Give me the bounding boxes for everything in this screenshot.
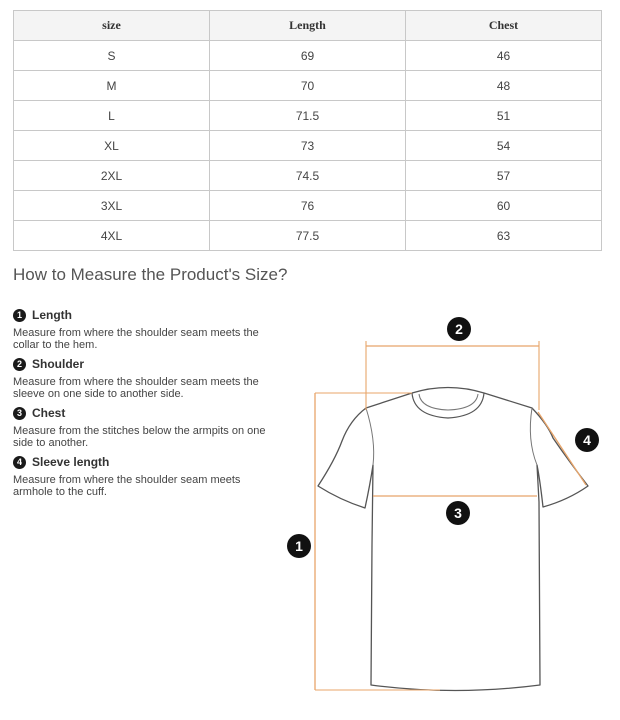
marker-badge-2 [447,317,471,341]
cell-chest: 48 [406,71,602,101]
step-description: Measure from where the shoulder seam meets the sleeve on one side to another side. [13,376,259,400]
cell-length: 73 [210,131,406,161]
table-row [14,131,602,161]
step-description: Measure from the stitches below the armpits on one side to another. [13,425,266,449]
step-number-badge: 1 [13,309,26,322]
table-row [14,101,602,131]
step-title: Length [32,308,72,322]
cell-chest: 60 [406,191,602,221]
cell-chest: 51 [406,101,602,131]
step-number-badge: 4 [13,456,26,469]
table-row [14,71,602,101]
header-length: Length [210,11,406,41]
cell-size: XL [14,131,210,161]
measure-steps [13,307,275,503]
header-size: size [14,11,210,41]
cell-length: 74.5 [210,161,406,191]
tshirt-measurement-diagram [280,300,610,700]
marker-badge-4 [575,428,599,452]
cell-chest: 57 [406,161,602,191]
step-chest [13,405,275,449]
step-title: Chest [32,406,66,420]
marker-badge-1 [287,534,311,558]
step-description: Measure from where the shoulder seam meets the collar to the hem. [13,327,259,351]
step-description: Measure from where the shoulder seam meets armhole to the cuff. [13,474,241,498]
cell-chest: 63 [406,221,602,251]
step-length [13,307,275,351]
cell-size: M [14,71,210,101]
tshirt-outline [318,388,588,691]
cell-size: 3XL [14,191,210,221]
cell-length: 71.5 [210,101,406,131]
table-header-row [14,11,602,41]
cell-size: 4XL [14,221,210,251]
step-number-badge: 2 [13,358,26,371]
marker-badge-3 [446,501,470,525]
step-title: Shoulder [32,357,85,371]
marker-label: 1 [295,538,303,554]
cell-size: 2XL [14,161,210,191]
header-chest: Chest [406,11,602,41]
marker-label: 2 [455,321,463,337]
cell-chest: 54 [406,131,602,161]
table-row [14,161,602,191]
cell-chest: 46 [406,41,602,71]
cell-length: 77.5 [210,221,406,251]
table-row [14,191,602,221]
step-title: Sleeve length [32,455,110,469]
step-sleeve-length [13,454,275,498]
size-chart-table [13,10,602,251]
marker-label: 4 [583,432,591,448]
step-number-badge: 3 [13,407,26,420]
cell-length: 76 [210,191,406,221]
cell-length: 70 [210,71,406,101]
cell-size: L [14,101,210,131]
measure-guide-heading: How to Measure the Product's Size? [13,265,288,284]
marker-label: 3 [454,505,462,521]
step-shoulder [13,356,275,400]
table-row [14,221,602,251]
table-row [14,41,602,71]
cell-size: S [14,41,210,71]
cell-length: 69 [210,41,406,71]
